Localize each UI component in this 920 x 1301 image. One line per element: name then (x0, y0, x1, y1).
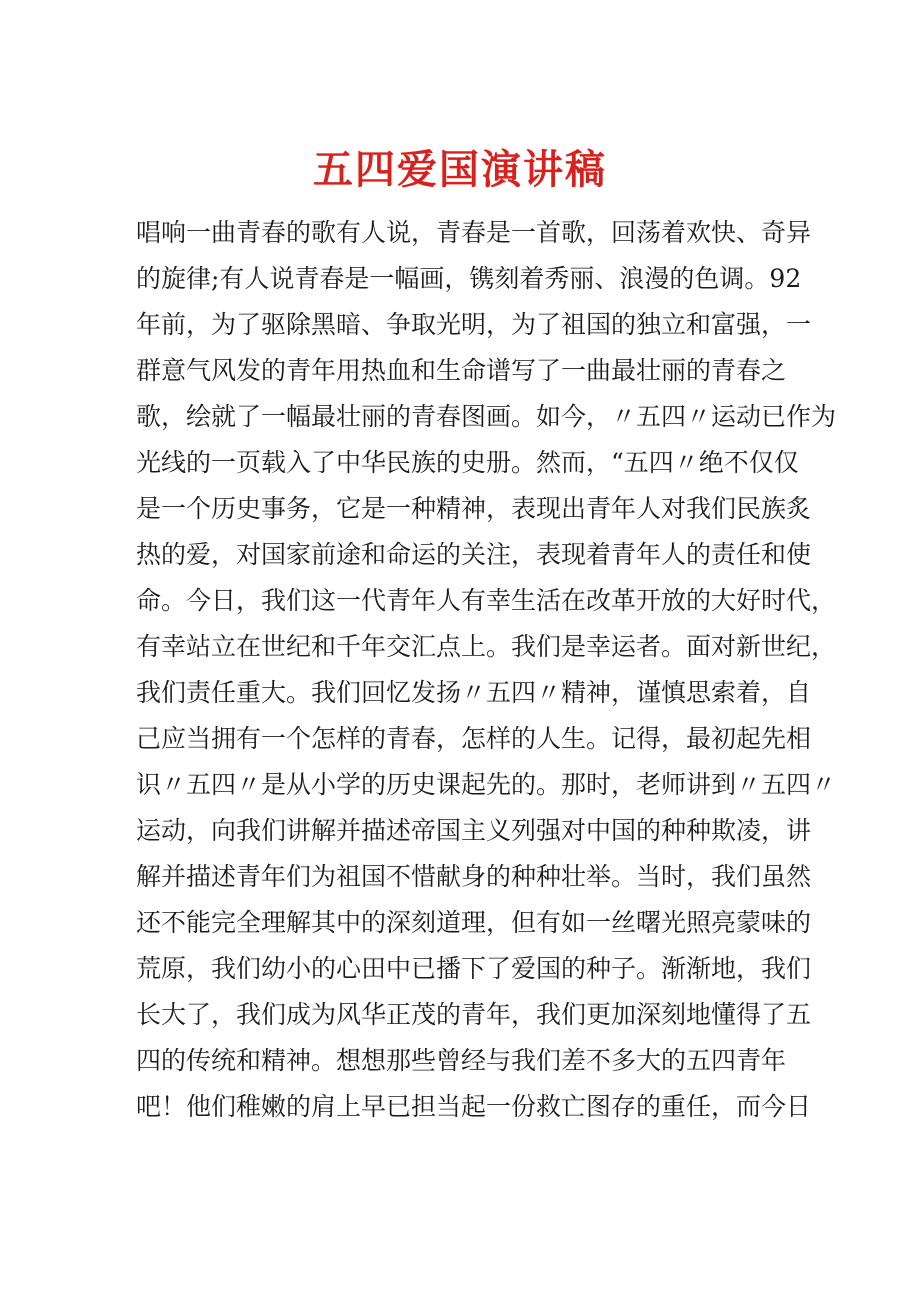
body-line: 长大了，我们成为风华正茂的青年，我们更加深刻地懂得了五 (136, 1000, 812, 1029)
body-line: 解并描述青年们为祖国不惜献身的种种壮举。当时，我们虽然 (136, 862, 812, 891)
body-line: 我们责任重大。我们回忆发扬〃五四〃精神，谨慎思索着，自 (136, 678, 812, 707)
body-line: 热的爱，对国家前途和命运的关注，表现着青年人的责任和使 (136, 540, 812, 569)
body-line: 是一个历史事务，它是一种精神，表现出青年人对我们民族炙 (136, 494, 812, 523)
body-line: 还不能完全理解其中的深刻道理，但有如一丝曙光照亮蒙味的 (136, 908, 812, 937)
body-line: 群意气风发的青年用热血和生命谱写了一曲最壮丽的青春之 (136, 356, 787, 385)
body-line: 己应当拥有一个怎样的青春，怎样的人生。记得，最初起先相 (136, 724, 812, 753)
body-line: 光线的一页载入了中华民族的史册。然而，“五四〃绝不仅仅 (136, 448, 799, 477)
document-title: 五四爱国演讲稿 (313, 146, 607, 193)
body-line: 运动，向我们讲解并描述帝国主义列强对中国的种种欺凌，讲 (136, 816, 812, 845)
body-line: 识〃五四〃是从小学的历史课起先的。那时，老师讲到〃五四〃 (136, 770, 837, 799)
body-line: 歌，绘就了一幅最壮丽的青春图画。如今，〃五四〃运动已作为 (136, 402, 837, 431)
document-body (136, 210, 837, 1130)
body-line: 命。今日，我们这一代青年人有幸生活在改革开放的大好时代， (136, 586, 837, 615)
body-line: 吧！他们稚嫩的肩上早已担当起一份救亡图存的重任，而今日 (136, 1092, 812, 1121)
body-line: 有幸站立在世纪和千年交汇点上。我们是幸运者。面对新世纪， (136, 632, 837, 661)
body-line: 的旋律;有人说青春是一幅画，镌刻着秀丽、浪漫的色调。92 (136, 264, 802, 293)
body-line: 年前，为了驱除黑暗、争取光明，为了祖国的独立和富强，一 (136, 310, 812, 339)
body-line: 四的传统和精神。想想那些曾经与我们差不多大的五四青年 (136, 1046, 787, 1075)
body-line: 唱响一曲青春的歌有人说，青春是一首歌，回荡着欢快、奇异 (136, 218, 812, 247)
body-line: 荒原，我们幼小的心田中已播下了爱国的种子。渐渐地，我们 (136, 954, 812, 983)
